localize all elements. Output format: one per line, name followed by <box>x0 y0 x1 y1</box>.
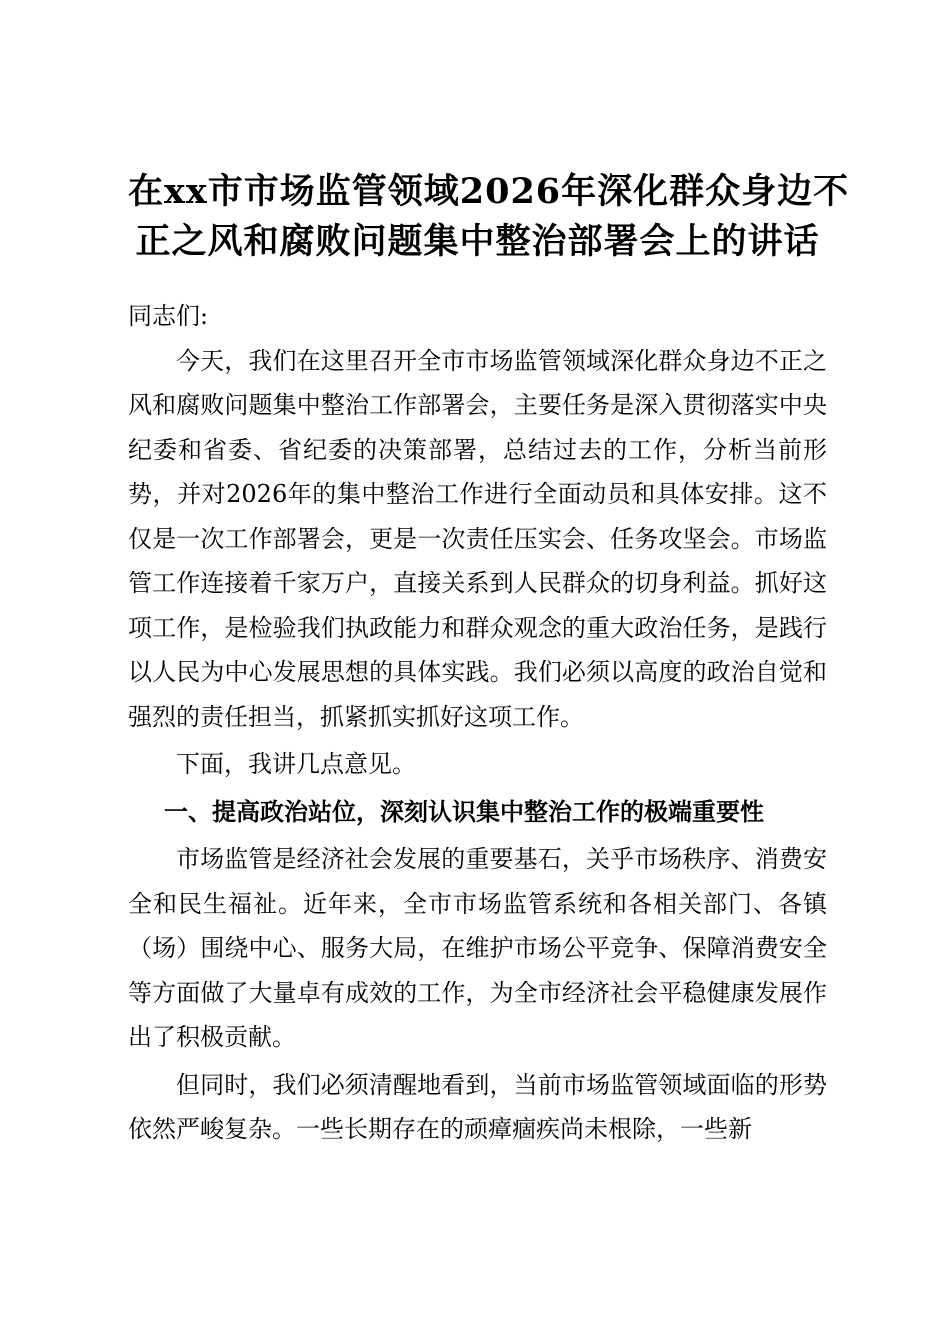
title-line-2: 正之风和腐败问题集中整治部署会上的讲话 <box>135 221 820 262</box>
page-title <box>128 167 850 267</box>
salutation: 同志们: <box>128 302 209 330</box>
title-line-1: 在xx市市场监管领域2026年深化群众身边不 <box>128 171 850 212</box>
paragraph-section1-2: 但同时，我们必须清醒地看到，当前市场监管领域面临的形势依然严峻复杂。一些长期存在的顽瘴痼疾尚未根除，一些新 <box>128 1070 827 1143</box>
section-heading-1: 一、提高政治站位，深刻认识集中整治工作的极端重要性 <box>164 797 764 826</box>
paragraph-opening: 今天，我们在这里召开全市市场监管领域深化群众身边不正之风和腐败问题集中整治工作部署会，主要任务是深入贯彻落实中央纪委和省委、省纪委的决策部署，总结过去的工作，分析当前形势，并对2026年的集中整治工作进行全面动员和具体安排。这不仅是一次工作部署会，更是一次责任压实会、任务攻坚会。市场监管工作连接着千家万户，直接关系到人民群众的切身利益。抓好这项工作，是检验我们执政能力和群众观念的重大政治任务，是践行以人民为中心发展思想的具体实践。我们必须以高度的政治自觉和强烈的责任担当，抓紧抓实抓好这项工作。 <box>128 346 827 731</box>
paragraph-intro-points: 下面，我讲几点意见。 <box>176 750 416 778</box>
paragraph-section1-1: 市场监管是经济社会发展的重要基石，关乎市场秩序、消费安全和民生福祉。近年来，全市市场监管系统和各相关部门、各镇（场）围绕中心、服务大局，在维护市场公平竞争、保障消费安全等方面做了大量卓有成效的工作，为全市经济社会平稳健康发展作出了积极贡献。 <box>128 845 827 1051</box>
